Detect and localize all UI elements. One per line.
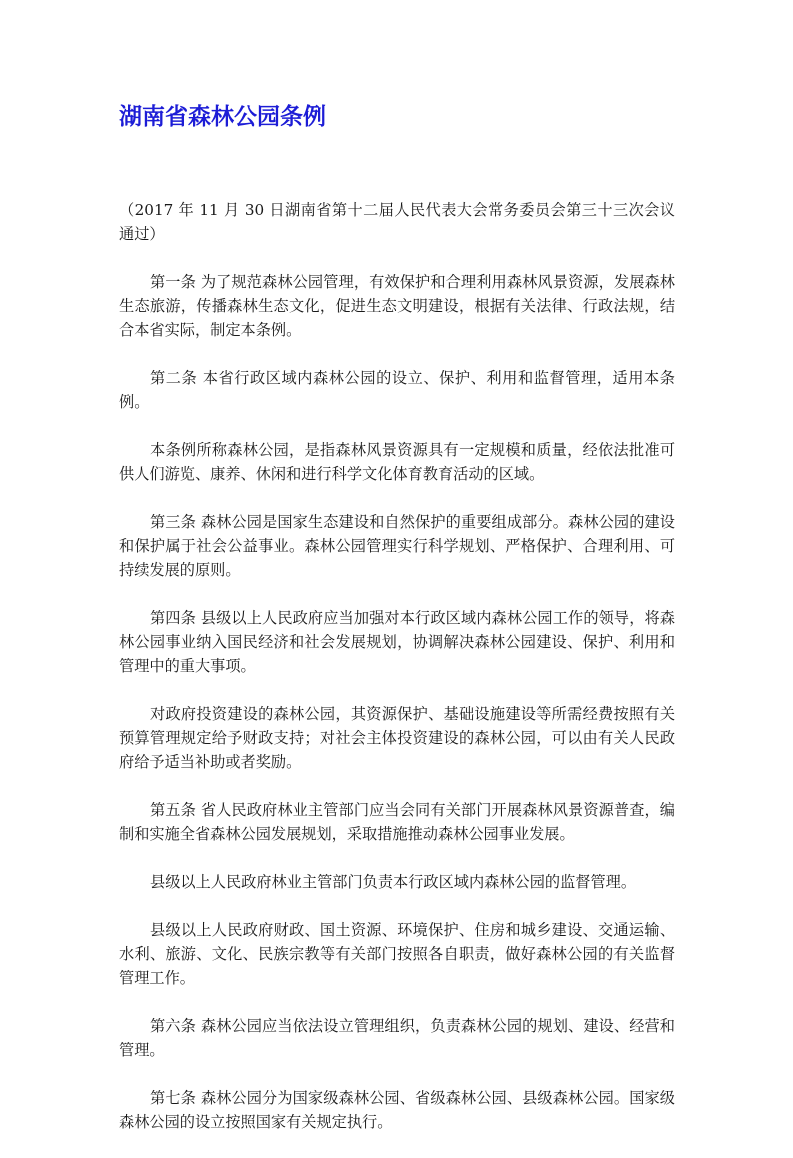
- document-body: [119, 198, 675, 1158]
- paragraph-article-3: 第三条 森林公园是国家生态建设和自然保护的重要组成部分。森林公园的建设和保护属于社会公益事业。森林公园管理实行科学规划、严格保护、合理利用、可持续发展的原则。: [119, 513, 675, 579]
- paragraph-departments: 县级以上人民政府财政、国土资源、环境保护、住房和城乡建设、交通运输、水利、旅游、文化、民族宗教等有关部门按照各自职责，做好森林公园的有关监督管理工作。: [119, 921, 675, 987]
- paragraph-county-supervision: 县级以上人民政府林业主管部门负责本行政区域内森林公园的监督管理。: [150, 873, 636, 891]
- paragraph-article-2: 第二条 本省行政区域内森林公园的设立、保护、利用和监督管理，适用本条例。: [119, 369, 675, 411]
- paragraph-article-4: 第四条 县级以上人民政府应当加强对本行政区域内森林公园工作的领导，将森林公园事业纳入国民经济和社会发展规划，协调解决森林公园建设、保护、利用和管理中的重大事项。: [119, 609, 675, 675]
- adoption-note: （2017 年 11 月 30 日湖南省第十二届人民代表大会常务委员会第三十三次会议通过）: [119, 201, 675, 243]
- paragraph-funding: 对政府投资建设的森林公园，其资源保护、基础设施建设等所需经费按照有关预算管理规定给予财政支持；对社会主体投资建设的森林公园，可以由有关人民政府给予适当补助或者奖励。: [119, 705, 675, 771]
- paragraph-article-5: 第五条 省人民政府林业主管部门应当会同有关部门开展森林风景资源普查，编制和实施全省森林公园发展规划，采取措施推动森林公园事业发展。: [119, 801, 675, 843]
- document-title: 湖南省森林公园条例: [119, 103, 326, 130]
- paragraph-article-1: 第一条 为了规范森林公园管理，有效保护和合理利用森林风景资源，发展森林生态旅游，传播森林生态文化，促进生态文明建设，根据有关法律、行政法规，结合本省实际，制定本条例。: [119, 273, 675, 339]
- paragraph-article-6: 第六条 森林公园应当依法设立管理组织，负责森林公园的规划、建设、经营和管理。: [119, 1017, 675, 1059]
- paragraph-definition: 本条例所称森林公园，是指森林风景资源具有一定规模和质量，经依法批准可供人们游览、康养、休闲和进行科学文化体育教育活动的区域。: [119, 441, 675, 483]
- paragraph-article-7: 第七条 森林公园分为国家级森林公园、省级森林公园、县级森林公园。国家级森林公园的设立按照国家有关规定执行。: [119, 1089, 675, 1131]
